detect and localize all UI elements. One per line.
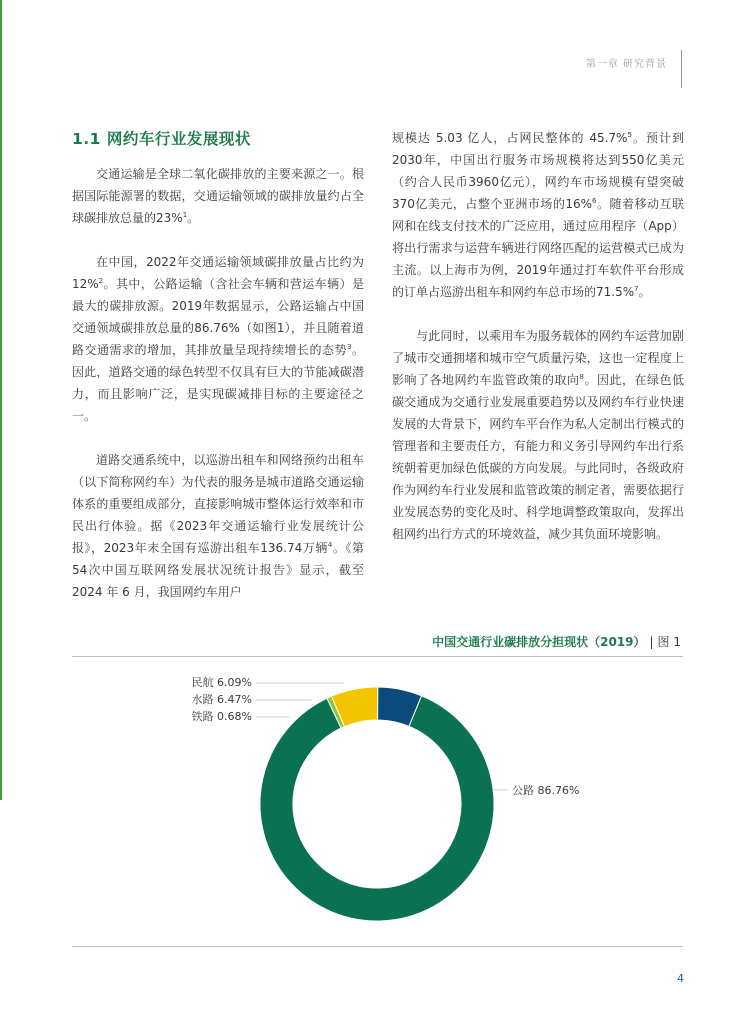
- footnote-ref: 1: [182, 211, 188, 219]
- label-road: 公路 86.76%: [512, 784, 580, 797]
- footnote-ref: 6: [592, 197, 597, 205]
- footnote-ref: 5: [627, 131, 632, 139]
- paragraph: 规模达 5.03 亿人，占网民整体的 45.7%$^5$。预计到2030年，中国出行服务市场规模将达到550亿美元（约合人民币3960亿元），网约车市场规模有望突破370亿美元，占整个亚洲市场的16%$^6$。随着移动互联网和在线支付技术的广泛应用，通过应用程序（App）将出行需求与运营车辆进行网络匹配的运营模式已成为主流。以上海市为例，2019年通过打车软件平台形成的订单占巡游出租车和网约车总市场的71.5%$^7$。: [392, 131, 684, 299]
- label-aviation: 民航 6.09%: [191, 676, 252, 689]
- slice-road: [260, 696, 494, 921]
- footnote-ref: 8: [579, 373, 584, 381]
- footer-rule: [72, 946, 683, 947]
- figure-title-text: 中国交通行业碳排放分担现状（2019）: [432, 635, 646, 649]
- section-title: 1.1 网约车行业发展现状: [72, 130, 251, 148]
- paragraph: 交通运输是全球二氧化碳排放的主要来源之一。根据国际能源署的数据，交通运输领域的碳排放量约占全球碳排放总量的23%$^1$。: [72, 167, 364, 225]
- chapter-header: 第一章 研究背景: [585, 59, 667, 70]
- paragraph: 与此同时，以乘用车为服务载体的网约车运营加剧了城市交通拥堵和城市空气质量污染，这也一定程度上影响了各地网约车监管政策的取向$^8$。因此，在绿色低碳交通成为交通行业发展重要趋势以及网约车行业快速发展的大背景下，网约车平台作为私人定制出行模式的管理者和主要责任方，有能力和义务引导网约车出行系统朝着更加绿色低碳的方向发展。与此同时，各级政府作为网约车行业发展和监管政策的制定者，需要依据行业发展态势的变化及时、科学地调整政策取向，发挥出租网约出行方式的环境效益，减少其负面环境影响。: [392, 329, 684, 541]
- footnote-ref: 7: [634, 285, 639, 293]
- page-number: 4: [677, 972, 684, 985]
- figure-label: 图 1: [657, 635, 681, 649]
- figure-title-separator: |: [649, 635, 654, 649]
- footnote-ref: 4: [327, 541, 333, 549]
- footnote-ref: 2: [98, 277, 104, 285]
- paragraph: 道路交通系统中，以巡游出租车和网络预约出租车（以下简称网约车）为代表的服务是城市道路交通运输体系的重要组成部分，直接影响城市整体运行效率和市民出行体验。据《2023年交通运输行业发展统计公报》，2023年末全国有巡游出租车136.74万辆$^4$。《第54次中国互联网络发展状况统计报告》显示，截至 2024 年 6 月，我国网约车用户: [72, 453, 364, 599]
- paragraph: 在中国，2022年交通运输领域碳排放量占比约为12%$^2$。其中，公路运输（含社会车辆和营运车辆）是最大的碳排放源。2019年数据显示，公路运输占中国交通领域碳排放总量的86.76%（如图1），并且随着道路交通需求的增加，其排放量呈现持续增长的态势$^3$。因此，道路交通的绿色转型不仅具有巨大的节能减碳潜力，而且影响广泛，是实现碳减排目标的主要途径之一。: [72, 255, 364, 423]
- footnote-ref: 3: [347, 343, 352, 351]
- label-water: 水路 6.47%: [191, 693, 252, 706]
- label-rail: 铁路 0.68%: [191, 710, 252, 723]
